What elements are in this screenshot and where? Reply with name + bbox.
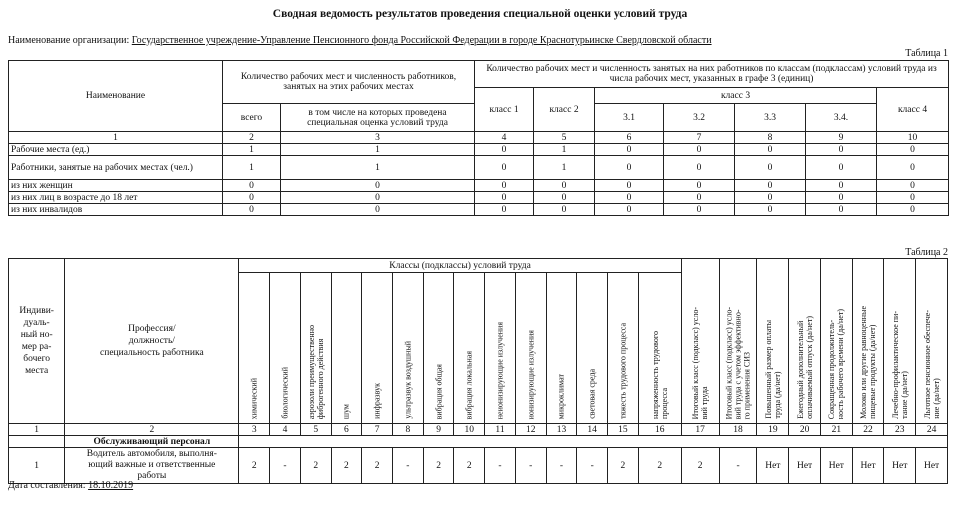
t1-cell: 1: [534, 156, 595, 180]
t2-cell: 2: [638, 448, 681, 484]
t2-factor-label: химический: [249, 377, 259, 419]
t1-cell: 1: [223, 144, 281, 156]
t2-cell: -: [485, 448, 516, 484]
t1-header-class1: класс 1: [475, 88, 534, 132]
t2-factor-header: [239, 273, 270, 424]
t2-header-reduced-hours: Сокращенная продолжитель- ность рабочего времени (да/нет): [820, 259, 852, 424]
t2-cell: 2: [362, 448, 393, 484]
t2-header-therapeutic-food: Лечебно-профилактическое пи- тание (да/нет): [884, 259, 916, 424]
t2-colnum: 20: [789, 424, 821, 436]
t2-factor-header: [577, 273, 608, 424]
t2-column-numbers: [9, 424, 948, 436]
t2-factor-label: инфразвук: [372, 383, 382, 419]
t2-header-increased-pay: Повышенный размер оплаты труда (да/нет): [757, 259, 789, 424]
t2-header-extra-leave: Ежегодный дополнительный оплачиваемый отпуск (да/нет): [789, 259, 821, 424]
t1-row-name: из них инвалидов: [9, 204, 223, 216]
t1-cell: 0: [223, 180, 281, 192]
t1-row-name: из них лиц в возрасте до 18 лет: [9, 192, 223, 204]
t1-cell: 1: [281, 144, 475, 156]
t2-section-title: Обслуживающий персонал: [65, 436, 239, 448]
t1-header-assessed: в том числе на которых проведена специальная оценка условий труда: [281, 104, 475, 132]
t2-colnum: 2: [65, 424, 239, 436]
t2-cell: Нет: [789, 448, 821, 484]
t1-cell: 1: [534, 144, 595, 156]
t2-factor-header: [485, 273, 516, 424]
t1-cell: 1: [223, 156, 281, 180]
t2-cell: Нет: [852, 448, 884, 484]
t2-colnum: 14: [577, 424, 608, 436]
t1-colnum: 7: [664, 132, 735, 144]
t2-factor-header: [454, 273, 485, 424]
t1-cell: 0: [664, 156, 735, 180]
t2-factor-label: напряженность трудового процесса: [650, 331, 669, 419]
t2-header-final-class: Итоговый класс (подкласс) усло- вий труда: [681, 259, 719, 424]
t2-colnum: 6: [331, 424, 362, 436]
t1-colnum: 2: [223, 132, 281, 144]
t2-cell: Нет: [916, 448, 948, 484]
t1-cell: 0: [877, 180, 949, 192]
t1-header-name: Наименование: [9, 61, 223, 132]
t2-colnum: 8: [392, 424, 423, 436]
t2-colnum: 19: [757, 424, 789, 436]
t2-factor-label: аэрозоли преимущественно фиброгенного действия: [306, 324, 325, 419]
page-title: Сводная ведомость результатов проведения специальной оценки условий труда: [272, 8, 688, 20]
t1-cell: 0: [534, 192, 595, 204]
t1-cell: 0: [534, 180, 595, 192]
t1-cell: 0: [475, 204, 534, 216]
t2-cell: 2: [423, 448, 454, 484]
t2-cell: -: [515, 448, 546, 484]
summary-table: [8, 60, 949, 216]
t1-cell: 0: [877, 144, 949, 156]
t2-section-empty: [9, 436, 65, 448]
t1-cell: 0: [806, 156, 877, 180]
t1-cell: 0: [475, 192, 534, 204]
t1-cell: 0: [475, 144, 534, 156]
t1-header-sub33: 3.3: [735, 104, 806, 132]
t2-section-fill: [239, 436, 948, 448]
t1-header-classes: Количество рабочих мест и численность занятых на них работников по классам (подклассам) условий труда из числа рабочих мест, указанных в графе 3 (единиц): [475, 61, 949, 88]
t1-cell: 0: [735, 204, 806, 216]
t1-header-sub32: 3.2: [664, 104, 735, 132]
t1-colnum: 1: [9, 132, 223, 144]
t2-factor-header: [392, 273, 423, 424]
t2-cell: Нет: [757, 448, 789, 484]
t2-factor-label: световая среда: [587, 369, 597, 419]
t2-factor-header: [423, 273, 454, 424]
t2-colnum: 10: [454, 424, 485, 436]
t1-cell: 0: [664, 204, 735, 216]
t1-cell: 0: [806, 192, 877, 204]
t1-cell: 0: [595, 144, 664, 156]
t1-cell: 0: [595, 156, 664, 180]
t1-header-class2: класс 2: [534, 88, 595, 132]
t1-cell: 0: [735, 156, 806, 180]
t1-colnum: 10: [877, 132, 949, 144]
t2-factor-label: биологический: [280, 367, 290, 419]
t1-cell: 0: [735, 192, 806, 204]
t2-factor-header: [270, 273, 301, 424]
t2-colnum: 13: [546, 424, 577, 436]
t1-cell: 0: [877, 156, 949, 180]
organization-line: [8, 35, 712, 46]
t2-factor-label: вибрация локальная: [464, 350, 474, 419]
t2-factor-header: [515, 273, 546, 424]
t2-colnum: 12: [515, 424, 546, 436]
table1-label: Таблица 1: [905, 48, 948, 59]
t1-row-name: Работники, занятые на рабочих местах (чел.): [9, 156, 223, 180]
table-row: [9, 156, 949, 180]
t2-cell: -: [577, 448, 608, 484]
t1-cell: 0: [281, 192, 475, 204]
t1-header-sub34: 3.4.: [806, 104, 877, 132]
date-label: Дата составления:: [8, 480, 86, 491]
t2-factor-header: [300, 273, 331, 424]
t2-cell: 2: [331, 448, 362, 484]
t2-factor-label: ионизирующие излучения: [526, 329, 536, 419]
t1-cell: 0: [664, 192, 735, 204]
t2-colnum: 1: [9, 424, 65, 436]
t1-colnum: 9: [806, 132, 877, 144]
t2-header-pension: Льготное пенсионное обеспече- ние (да/нет): [916, 259, 948, 424]
t2-colnum: 16: [638, 424, 681, 436]
t1-cell: 0: [281, 204, 475, 216]
t2-factor-label: шум: [341, 403, 351, 419]
t1-row-name: из них женщин: [9, 180, 223, 192]
t1-cell: 0: [475, 180, 534, 192]
organization-label: Наименование организации:: [8, 35, 130, 46]
t2-header-id: Индиви- дуаль- ный но- мер ра- бочего места: [9, 259, 65, 424]
t1-cell: 0: [806, 180, 877, 192]
t2-cell: 2: [681, 448, 719, 484]
t2-factor-header: [608, 273, 639, 424]
t2-cell: -: [719, 448, 757, 484]
t1-cell: 0: [877, 204, 949, 216]
t2-colnum: 4: [270, 424, 301, 436]
t2-cell: -: [546, 448, 577, 484]
t1-cell: 0: [281, 180, 475, 192]
t1-row-name: Рабочие места (ед.): [9, 144, 223, 156]
t1-cell: 0: [475, 156, 534, 180]
t2-colnum: 3: [239, 424, 270, 436]
t2-cell: 2: [300, 448, 331, 484]
t1-header-total: всего: [223, 104, 281, 132]
t2-colnum: 5: [300, 424, 331, 436]
t1-cell: 1: [281, 156, 475, 180]
t2-cell: Нет: [884, 448, 916, 484]
table-row: [9, 192, 949, 204]
t2-colnum: 22: [852, 424, 884, 436]
t2-cell: -: [392, 448, 423, 484]
t2-colnum: 24: [916, 424, 948, 436]
t1-cell: 0: [735, 180, 806, 192]
t1-cell: 0: [534, 204, 595, 216]
t2-header-profession: Профессия/ должность/ специальность работника: [65, 259, 239, 424]
t2-header-classes: Классы (подклассы) условий труда: [239, 259, 681, 273]
t1-cell: 0: [806, 204, 877, 216]
t2-factor-header: [331, 273, 362, 424]
t2-colnum: 17: [681, 424, 719, 436]
table-row: [9, 144, 949, 156]
t1-colnum: 6: [595, 132, 664, 144]
t1-header-count: Количество рабочих мест и численность работников, занятых на этих рабочих местах: [223, 61, 475, 104]
table-row: [9, 448, 948, 484]
table-row: [9, 204, 949, 216]
table2-label: Таблица 2: [905, 247, 948, 258]
t1-colnum: 5: [534, 132, 595, 144]
t2-colnum: 7: [362, 424, 393, 436]
date-value: 18.10.2019: [88, 480, 134, 491]
t1-cell: 0: [806, 144, 877, 156]
t2-factor-header: [362, 273, 393, 424]
t1-cell: 0: [877, 192, 949, 204]
t1-cell: 0: [595, 192, 664, 204]
t1-cell: 0: [735, 144, 806, 156]
t2-factor-label: неионизирующие излучения: [495, 321, 505, 419]
t1-cell: 0: [595, 204, 664, 216]
t2-factor-label: микроклимат: [556, 373, 566, 419]
t2-cell: 2: [608, 448, 639, 484]
t1-header-class3: класс 3: [595, 88, 877, 104]
t1-cell: 0: [664, 144, 735, 156]
t1-header-class4: класс 4: [877, 88, 949, 132]
t2-cell: 2: [239, 448, 270, 484]
table-row: [9, 180, 949, 192]
workplace-table: [8, 258, 948, 484]
t2-colnum: 18: [719, 424, 757, 436]
t1-colnum: 8: [735, 132, 806, 144]
t2-colnum: 11: [485, 424, 516, 436]
t2-cell: -: [270, 448, 301, 484]
t2-cell: 2: [454, 448, 485, 484]
t1-column-numbers: [9, 132, 949, 144]
t1-cell: 0: [223, 192, 281, 204]
t1-cell: 0: [595, 180, 664, 192]
t2-factor-label: вибрация общая: [434, 363, 444, 419]
t2-header-milk: Молоко или другие равноценные пищевые продукты (да/нет): [852, 259, 884, 424]
t1-cell: 0: [223, 204, 281, 216]
t2-colnum: 23: [884, 424, 916, 436]
t2-factor-header: [638, 273, 681, 424]
t1-colnum: 4: [475, 132, 534, 144]
t1-header-sub31: 3.1: [595, 104, 664, 132]
date-line: [8, 480, 133, 491]
t2-factor-label: ультразвук воздушный: [403, 341, 413, 419]
t2-header-final-class-siz: Итоговый класс (подкласс) усло- вий труда с учетом эффективно- го применения СИЗ: [719, 259, 757, 424]
t1-colnum: 3: [281, 132, 475, 144]
t2-colnum: 9: [423, 424, 454, 436]
t2-colnum: 15: [608, 424, 639, 436]
t2-colnum: 21: [820, 424, 852, 436]
t1-cell: 0: [664, 180, 735, 192]
t2-row-profession: Водитель автомобиля, выполня- ющий важные и ответственные работы: [65, 448, 239, 484]
t2-cell: Нет: [820, 448, 852, 484]
organization-name: Государственное учреждение-Управление Пенсионного фонда Российской Федерации в городе Краснотурьинске Свердловской области: [131, 35, 712, 46]
t2-factor-header: [546, 273, 577, 424]
t2-factor-label: тяжесть трудового процесса: [618, 323, 628, 419]
t2-row-id: 1: [9, 448, 65, 484]
